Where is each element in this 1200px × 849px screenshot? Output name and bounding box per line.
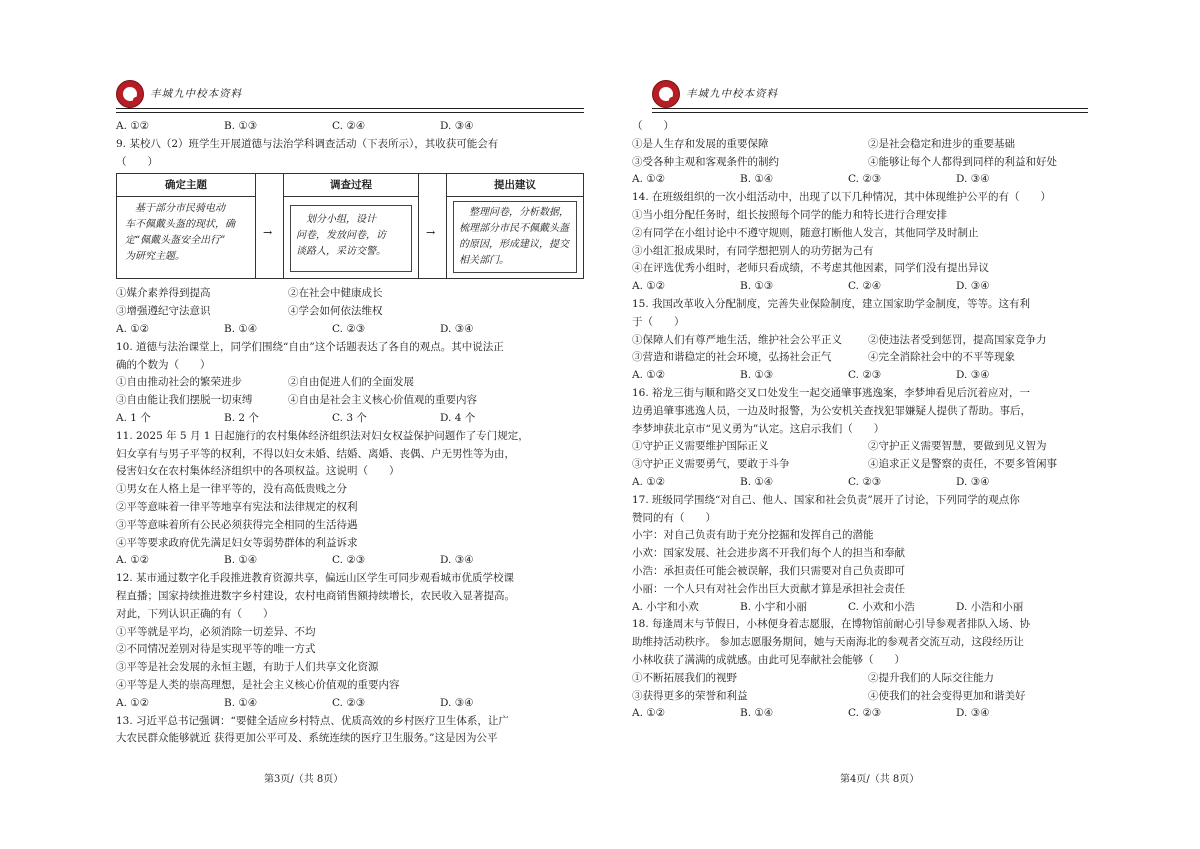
q18-choices-row [632, 688, 1080, 706]
choice: 小浩：承担责任可能会被误解，我们只需要对自己负责即可 [632, 564, 905, 577]
choice: ③守护正义需要勇气，要敢于斗争 [632, 458, 790, 471]
flow-text: 划分小组，设计 [296, 214, 376, 226]
q16-stem: 16. 裕龙三街与顺和路交叉口处发生一起交通肇事逃逸案，李梦坤看见后沉着应对，一 [632, 386, 1031, 399]
choice: ③增强遵纪守法意识 [116, 305, 211, 318]
flow-text: 问卷，发放问卷，访 [296, 230, 386, 242]
choice: ③小组汇报成果时，有同学想把别人的功劳据为己有 [632, 244, 874, 257]
choice: ②有同学在小组讨论中不遵守规则，随意打断他人发言，其他同学及时制止 [632, 226, 979, 239]
option: B. 小宇和小丽 [740, 600, 807, 613]
option: A. ①② [116, 120, 150, 132]
q18-options [632, 705, 1080, 723]
option: C. ②④ [848, 280, 882, 293]
option: B. ①④ [224, 554, 258, 567]
q12-stem: 程直播；国家持续推进数字乡村建设，农村电商销售额持续增长，农民收入显著提高。 [116, 589, 515, 602]
choice: ①平等就是平均，必须消除一切差异、不均 [116, 625, 316, 638]
choice: ①保障人们有尊严地生活，维护社会公平正义 [632, 333, 842, 346]
flow-text: 基于部分市民骑电动 [125, 203, 225, 215]
q14-stem: 14. 在班级组织的一次小组活动中，出现了以下几种情况，其中体现维护公平的有（ ） [632, 191, 1052, 204]
q15-options [632, 367, 1080, 385]
q9-choices-row [116, 285, 584, 303]
option: B. ①④ [224, 696, 258, 709]
choice: ②平等意味着一律平等地享有宪法和法律规定的权利 [116, 500, 358, 513]
q13-stem: 大农民群众能够就近 获得更加公平可及、系统连续的医疗卫生服务。”这是因为公平 [116, 732, 498, 745]
school-name: 丰城九中校本资料 [686, 88, 778, 100]
q9-choices-row [116, 303, 584, 321]
choice: ①守护正义需要维护国际正义 [632, 440, 769, 453]
option: C. ②③ [332, 322, 366, 335]
q15-choices-row [632, 332, 1080, 350]
choice: ①是人生存和发展的重要保障 [632, 137, 769, 150]
choice: ③自由能让我们摆脱一切束缚 [116, 394, 253, 407]
flow-text: 梳理部分市民不佩戴头盔 [459, 223, 569, 235]
q16-stem: 边勇追肇事逃逸人员，一边及时报警，为公安机关查找犯罪嫌疑人提供了帮助。事后， [632, 404, 1031, 417]
option: D. ③④ [956, 280, 990, 293]
page-4-content [632, 118, 1080, 723]
choice: ③营造和谐稳定的社会环境，弘扬社会正气 [632, 351, 832, 364]
page-footer: 第4页/（共 8页） [840, 774, 920, 785]
q11-options [116, 552, 584, 570]
q11-stem: 侵害妇女在农村集体经济组织中的各项权益。这说明（ ） [116, 465, 400, 478]
option: A. 小宇和小欢 [632, 600, 699, 613]
option: A. ①② [632, 173, 666, 186]
q15-stem: 15. 我国改革收入分配制度，完善失业保险制度，建立国家助学金制度，等等。这有利 [632, 297, 1031, 310]
arrow-right-icon: → [263, 226, 273, 240]
q16-options [632, 474, 1080, 492]
option: D. ③④ [440, 120, 474, 132]
option: D. ③④ [956, 475, 990, 488]
choice: ②自由促进人们的全面发展 [288, 376, 414, 389]
choice: ①自由推动社会的繁荣进步 [116, 376, 242, 389]
header-rule-bottom [652, 112, 1088, 113]
q9-stem-cont: （ ） [116, 155, 158, 168]
option: B. ①④ [740, 707, 774, 720]
q10-choices-row [116, 374, 584, 392]
option: D. ③④ [956, 369, 990, 382]
option: D. ③④ [956, 173, 990, 186]
choice: ②是社会稳定和进步的重要基础 [868, 137, 1015, 150]
page-4 [600, 0, 1200, 849]
q18-stem: 助维持活动秩序。 参加志愿服务期间，她与天南海北的参观者交流互动，这段经历让 [632, 636, 1024, 649]
q8-options [116, 118, 584, 136]
choice: 小丽：一个人只有对社会作出巨大贡献才算是承担社会责任 [632, 582, 905, 595]
header-rule-top [652, 108, 1088, 109]
option: C. ②③ [332, 554, 366, 567]
q15-choices-row [632, 349, 1080, 367]
school-name: 丰城九中校本资料 [150, 88, 242, 100]
choice: ①当小组分配任务时，组长按照每个同学的能力和特长进行合理安排 [632, 208, 947, 221]
choice: ④能够让每个人都得到同样的利益和好处 [868, 155, 1057, 168]
flow-step-title: 调查过程 [284, 174, 418, 197]
page-3-content [116, 118, 584, 748]
flow-text: 车不佩戴头盔的现状，确 [125, 219, 235, 231]
flow-text: 相关部门。 [459, 255, 509, 267]
option: B. ①④ [740, 173, 774, 186]
choice: ③获得更多的荣誉和利益 [632, 689, 748, 702]
choice: ④完全消除社会中的不平等现象 [868, 351, 1015, 364]
choice: ④自由是社会主义核心价值观的重要内容 [288, 394, 477, 407]
q9-stem: 9. 某校八（2）班学生开展道德与法治学科调查活动（下表所示），其收获可能会有 [116, 137, 499, 150]
header-rule-top [116, 108, 584, 109]
q16-stem: 李梦坤获北京市“见义勇为”认定。这启示我们（ ） [632, 422, 885, 435]
option: D. 小浩和小丽 [956, 600, 1024, 613]
option: A. ①② [632, 475, 666, 488]
school-logo [116, 80, 144, 108]
flow-text: 的原因，形成建议，提交 [459, 239, 569, 251]
option: B. ①③ [740, 369, 774, 382]
choice: ②提升我们的人际交往能力 [868, 671, 994, 684]
choice: ②守护正义需要智慧，要做到见义智为 [868, 440, 1047, 453]
choice: ①媒介素养得到提高 [116, 287, 211, 300]
flow-step-topic [116, 173, 256, 279]
choice: ④平等要求政府优先满足妇女等弱势群体的利益诉求 [116, 536, 358, 549]
choice: ③受各种主观和客观条件的制约 [632, 155, 779, 168]
option: A. 1 个 [116, 411, 151, 424]
arrow-right-icon: → [426, 226, 436, 240]
option: A. ①② [632, 280, 666, 293]
choice: ④追求正义是警察的责任，不要多管闲事 [868, 458, 1057, 471]
choice: ③平等意味着所有公民必须获得完全相同的生活待遇 [116, 518, 358, 531]
choice: ②不同情况差别对待是实现平等的唯一方式 [116, 643, 316, 656]
option: B. ①③ [740, 280, 774, 293]
q17-stem: 赞同的有（ ） [632, 511, 716, 524]
flow-step-process [283, 173, 419, 279]
q10-choices-row [116, 392, 584, 410]
q16-choices-row [632, 456, 1080, 474]
flow-text: 为研究主题。 [125, 251, 185, 263]
option: D. ③④ [440, 322, 474, 335]
choice: ④使我们的社会变得更加和谐美好 [868, 689, 1026, 702]
option: A. ①② [632, 369, 666, 382]
q18-choices-row [632, 670, 1080, 688]
option: A. ①② [632, 707, 666, 720]
q13-options [632, 171, 1080, 189]
option: C. 3 个 [332, 411, 367, 424]
page-footer: 第3页/（共 8页） [264, 774, 344, 785]
option: D. ③④ [956, 707, 990, 720]
q10-options [116, 410, 584, 428]
flow-arrow [255, 173, 283, 279]
option: A. ①② [116, 322, 150, 335]
option: C. ②③ [332, 696, 366, 709]
q13-stem-cont: （ ） [632, 120, 674, 132]
option: C. ②③ [848, 369, 882, 382]
choice: ①男女在人格上是一律平等的，没有高低贵贱之分 [116, 483, 347, 496]
q13-stem: 13. 习近平总书记强调：“要健全适应乡村特点、优质高效的乡村医疗卫生体系，让广 [116, 714, 509, 727]
q17-options [632, 599, 1080, 617]
option: D. ③④ [440, 696, 474, 709]
page-header [652, 78, 1088, 114]
q14-options [632, 278, 1080, 296]
option: D. ③④ [440, 554, 474, 567]
option: B. ①④ [740, 475, 774, 488]
q10-stem-cont: 确的个数为（ ） [116, 358, 211, 371]
choice: ④学会如何依法维权 [288, 305, 383, 318]
option: A. ①② [116, 696, 150, 709]
q18-stem: 小林收获了满满的成就感。由此可见奉献社会能够（ ） [632, 653, 905, 666]
option: B. ①③ [224, 120, 258, 132]
q12-stem: 对此，下列认识正确的有（ ） [116, 607, 274, 620]
q11-stem: 11. 2025 年 5 月 1 日起施行的农村集体经济组织法对妇女权益保护问题作了专门规定， [116, 429, 529, 442]
q11-stem: 妇女享有与男子平等的权利，不得以妇女未婚、结婚、离婚、丧偶、户无男性等为由， [116, 447, 515, 460]
q15-stem: 于（ ） [632, 315, 685, 328]
choice: 小宇：对自己负责有助于充分挖掘和发挥自己的潜能 [632, 529, 874, 542]
q10-stem: 10. 道德与法治课堂上，同学们围绕“自由”这个话题表达了各自的观点。其中说法正 [116, 340, 504, 353]
flow-text: 定“佩戴头盔安全出行” [125, 235, 226, 247]
option: C. 小欢和小浩 [848, 600, 915, 613]
option: B. ①④ [224, 322, 258, 335]
flow-arrow [418, 173, 446, 279]
q18-stem: 18. 每逢周末与节假日，小林便身着志愿服，在博物馆前耐心引导参观者排队入场、协 [632, 618, 1031, 631]
choice: ④平等是人类的崇高理想，是社会主义核心价值观的重要内容 [116, 678, 400, 691]
choice: ①不断拓展我们的视野 [632, 671, 737, 684]
option: C. ②③ [848, 707, 882, 720]
option: C. ②③ [848, 173, 882, 186]
q12-stem: 12. 某市通过数字化手段推进教育资源共享，偏远山区学生可同步观看城市优质学校课 [116, 572, 515, 585]
choice: 小欢：国家发展、社会进步离不开我们每个人的担当和奉献 [632, 547, 905, 560]
choice: ②使违法者受到惩罚，提高国家竞争力 [868, 333, 1047, 346]
school-logo [652, 80, 680, 108]
flow-step-suggestion [446, 173, 584, 279]
q13-choices-row [632, 136, 1080, 154]
option: C. ②④ [332, 120, 366, 132]
flow-text: 谈路人，采访交警。 [296, 246, 386, 258]
q13-choices-row [632, 154, 1080, 172]
q9-options [116, 321, 584, 339]
choice: ②在社会中健康成长 [288, 287, 383, 300]
page-header [116, 78, 584, 114]
option: A. ①② [116, 554, 150, 567]
option: B. 2 个 [224, 411, 259, 424]
header-rule-bottom [116, 112, 584, 113]
survey-flow-table [116, 173, 584, 283]
option: C. ②③ [848, 475, 882, 488]
q17-stem: 17. 班级同学围绕“对自己、他人、国家和社会负责”展开了讨论，下列同学的观点你 [632, 493, 1020, 506]
q12-options [116, 695, 584, 713]
flow-step-title: 提出建议 [447, 174, 583, 197]
flow-step-title: 确定主题 [117, 174, 255, 197]
flow-text: 整理问卷，分析数据， [459, 207, 569, 219]
choice: ③平等是社会发展的永恒主题，有助于人们共享文化资源 [116, 661, 379, 674]
choice: ④在评选优秀小组时，老师只看成绩，不考虑其他因素，同学们没有提出异议 [632, 262, 989, 275]
q16-choices-row [632, 438, 1080, 456]
option: D. 4 个 [440, 411, 476, 424]
